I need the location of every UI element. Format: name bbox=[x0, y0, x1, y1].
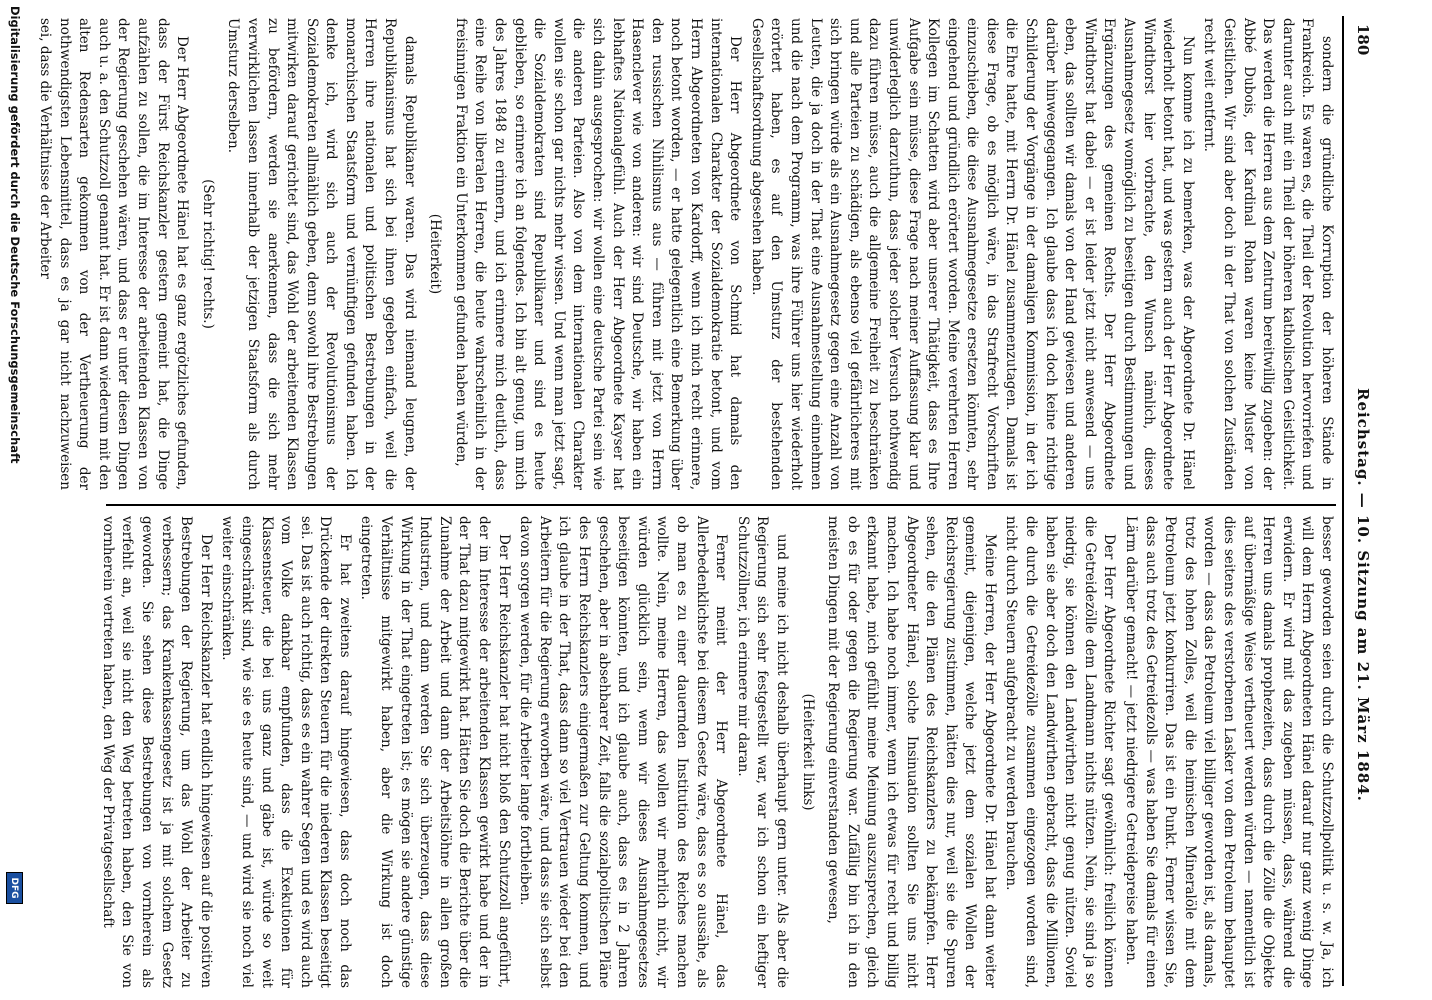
running-title: Reichstag. — 10. Sitzung am 21. März 1884. bbox=[1354, 388, 1372, 802]
paragraph: Ferner meint der Herr Abgeordnete Hänel, das Allerbedenklichste bei diesem Gesetz wäre, dass es so aussähe, als ob man es zu einer dauernden Institution des Reiches machen wollte. Nein, meine Herren, das wollen wir mehrlich nicht, wir würden glücklich sein, wenn wir dieses Ausnahmegesetzes beseitigen könnten, und ich glaube auch, dass es in 2 Jahren geschehen, aber in absehbarer Zeit, falls die sozialpolitischen Pläne des Herrn Reichskanzlers einigermaßen zur Geltung kommen, und ich glaube in der That, dass dann so viel Vertrauen wieder bei den Arbeitern für die Regierung erworben wäre, und dass sie sich selbst davon sorgen werden, für die Arbeiter lange fortbleiben. bbox=[517, 516, 730, 988]
paragraph: Der Herr Abgeordnete Richter sagt gewöhnlich: freilich können die Getreidezölle dem Landmann nichts nützen. Nein, sie sind ja so niedrig, sie können den Landwirthen nicht genug nützen. Soviel haben sie aber doch den Landwirthen gebracht, dass die Millionen, die durch die Getreidezölle zusammen eingezogen worden sind, nicht durch Steuern aufgebracht zu werden brauchen. bbox=[1003, 516, 1118, 988]
page-header bbox=[1348, 16, 1374, 996]
paragraph: und meine ich nicht deshalb überhaupt gern unter. Als aber die Regierung sich sehr festgestellt war, war ich schon ein heftiger Schutzzöllner, ich erinnere mir daran. bbox=[734, 516, 790, 988]
paragraph: Der Herr Abgeordnete von Schmid hat damals den internationalen Charakter der Sozialdemokratie betont, und vom Herrn Abgeordneten von Kardorff, wenn ich mich recht erinnere, noch betont worden, — er hatte gelegentlich eine Bemerkung über den russischen Nihilismus aus — führen mit jetzt von Herrn Hasenclever wie von anderen: wir sind Deutsche, wir haben ein lebhaftes Nationalgefühl. Auch der Herr Abgeordnete Kayser hat sich dahin ausgesprochen: wir wollen eine deutsche Partei sein wie die anderen Parteien. Also von dem internationalen Charakter wollen sie schon gar nichts mehr wissen. Und wenn man jetzt sagt, die Sozialdemokraten sind Republikaner und sind es heute geblieben, so erinnere ich an folgendes. Ich bin alt genug, um mich des Jahres 1848 zu erinnern, und ich erinnere mich deutlich, dass eine Reihe von liberalen Herren, die heute wahrscheinlich in der freisinnigen Fraktion ein Unterkommen gefunden haben würden, bbox=[452, 18, 744, 490]
right-column bbox=[101, 516, 1336, 988]
footer-credit: Digitalisierung gefördert durch die Deutsche Forschungsgemeinschaft bbox=[8, 6, 22, 464]
paragraph: Der Herr Abgeordnete Hänel hat es ganz ergötzliches gefunden, dass der Fürst Reichskanzler gestern gemeint hat, die Dinge aufzählen zu sollen, die im Interesse der arbeitenden Klassen von der Regierung geschehen wären, und dass er unter diesen Dingen auch u. a. den Schutzzoll genannt hat. Er ist dann wiederum mit den alten Redensarten gekommen von der Vertheuerung der nothwendigsten Lebensmittel, dass es ja gar nicht nachzuweisen sei, dass die Verhältnisse der Arbeiter bbox=[37, 18, 191, 490]
paragraph: Meine Herren, der Herr Abgeordnete Dr. Hänel hat dann weiter gemeint, diejenigen, welche jetzt dem sozialen Wollen der Reichsregierung zustimmen, hätten dies nur, weil sie die Spuren sehen, die den Plänen des Reichskanzlers zu bekämpfen. Herr Abgeordneter Hänel, solche Insinuation sollten Sie uns nicht machen. Ich habe noch immer, wenn ich etwas für recht und billig erkannt habe, mich gefühlt meine Meinung auszusprechen, gleich ob es für oder gegen die Regierung war. Zufällig bin ich in den meisten Dingen mit der Regierung einverstanden gewesen, bbox=[825, 516, 998, 988]
paragraph: Der Herr Reichskanzler hat endlich hingewiesen auf die positiven Bestrebungen der Regierung, um das Wohl der Arbeiter zu verbessern; das Krankenkassengesetz ist ja mit solchem Gesetz geworden. Sie sehen diese Bestrebungen von vornherein als verfehlt an, weil sie nicht den Weg betreten haben, den Sie von vornherein vertreten haben, den Weg der Privatgesellschaft bbox=[99, 516, 214, 988]
page-number: 180 bbox=[1354, 24, 1372, 56]
stage-direction: (Heiterkeit links) bbox=[799, 693, 816, 811]
left-column bbox=[37, 18, 1336, 490]
paragraph: damals Republikaner waren. Das wird niemand leugnen, der Republikanismus hat sich bei ihnen gegeben einfach, weil die Herren ihre nationalen und politischen Bestrebungen in der monarchischen Staatsform und vernünftigen gefunden haben. Ich denke ich, wird sich auch der Revolutionismus der Sozialdemokraten allmählich geben, denn sowohl ihre Bestrebungen mitwirken darauf gerichtet sind, das Wohl der arbeitenden Klassen zu befördern, werden sie anerkennen, dass die sich mehr verwirklichen lassen innerhalb der jetzigen Staatsform als durch Umsturz derselben. bbox=[225, 18, 418, 490]
stage-direction: (Sehr richtig! rechts.) bbox=[199, 179, 216, 329]
paragraph: Er hat zweitens darauf hingewiesen, dass doch noch das Drückende der direkten Steuern für die niederen Klassen beseitigt sei. Das ist auch richtig, dass es ein wahrer Segen und es wird auch vom Volke dankbar empfunden, dass die Exekutionen für Klassensteuer, die bei uns ganz und gäbe ist, würde so weit eingeschränkt sind, wie sie es heute sind, — und wird sie noch viel weiter einschränken. bbox=[219, 516, 353, 988]
paragraph: Der Herr Reichskanzler hat nicht bloß den Schutzzoll angeführt, der im Interesse der arbeitenden Klassen gewirkt habe und der in der That dazu mitgewirkt hat. Hätten Sie doch die Berichte über die Zunahme der Arbeit und dann der Arbeitslöhne in allen großen Industrien, und dann werden Sie sich überzeugen, dass diese Wirkung in der That eingetreten ist; es mögen sie andere günstige Verhältnisse mitgewirkt haben, aber die Wirkung ist doch eingetreten. bbox=[358, 516, 512, 988]
digitization-footer bbox=[4, 0, 24, 1000]
header-rule bbox=[1342, 16, 1344, 986]
paragraph: sondern die gründliche Korruption der höheren Stände in Frankreich. Es waren es, die Theil der Revolution hervorriefen und darunter auch mit ein Theil der höheren katholischen Geistlichkeit. Das werden die Herren aus dem Zentrum bereitwillig zugeben: der Abbé Dubois, der Kardinal Rohan waren keine Muster von Geistlichen. Wir sind aber doch in der That von solchen Zuständen recht weit entfernt. bbox=[1201, 18, 1335, 490]
column-divider bbox=[106, 504, 1336, 506]
paragraph: besser geworden seien durch die Schutzzollpolitik u. s. w. Ja, ich will dem Herrn Abgeordneten Hänel darauf nur ganz wenig Dinge erwidern. Er wird mit das zugeben müssen, dass, während die Herren uns damals prophezeiten, dass durch die Zölle die Objekte auf übermäßige Weise vertheuert werden würden — namentlich ist dies seitens des verstorbenen Lasker von dem Petroleum behauptet worden — dass das Petroleum viel billiger geworden ist, als damals, trotz des hohen Zolles, weil die heimischen Mineralöle mit dem Petroleum jetzt konkurriren. Das ist ein Punkt. Ferner wissen Sie, dass auch trotz des Getreidezolls — was haben Sie damals für einen Lärm darüber gemacht! — jetzt niedrigere Getreidepreise haben. bbox=[1123, 516, 1335, 988]
stage-direction: (Heiterkeit) bbox=[427, 213, 444, 295]
dfg-logo: DFG bbox=[6, 872, 23, 904]
paragraph: Nun komme ich zu bemerken, was der Abgeordnete Dr. Hänel wiederholt betont hat, und was gestern auch der Herr Abgeordnete Windthorst hier vorbrachte, den Wunsch nämlich, dieses Ausnahmegesetz womöglich zu beseitigen durch Bestimmungen und Ergänzungen des gemeinen Rechts. Der Herr Abgeordnete Windthorst hat dabei — er ist leider jetzt nicht anwesend — uns eben, das sollten wir damals von der Hand gewiesen und anderen darüber hinweggegangen. Ich glaube dass ich doch keine richtige Schilderung der Vorgänge in der damaligen Kommission, in der ich die Ehre hatte, mit Herrn Dr. Hänel zusammenzutagen. Damals ist diese Frage, ob es möglich wäre, in das Strafrecht Vorschriften einzuschieben, die diese Ausnahmegesetze ersetzen könnten, sehr eingehend und gründlich erörtert worden. Meine verehrten Herren Kollegen im Schatten wird aber unserer Thätigkeit, dass es Ihre Aufgabe sein müsse, diese Frage nach meiner Auffassung klar und unwiderleglich darzuthun, dass jeder solcher Versuch nothwendig dazu führen müsse, auch die allgemeine Freiheit zu beschränken und alle Parteien zu schädigen, als ebenso viel gefährlicheres mit sich bringen würde als ein Ausnahmegesetz gegen eine Anzahl von Leuten, die ja doch in der That eine Ausnahmestellung einnehmen und die nach dem Programm, was ihre Führer uns hier wiederholt erörtert haben, es auf den Umsturz der bestehenden Gesellschaftsordnung abgesehen haben. bbox=[748, 18, 1196, 490]
